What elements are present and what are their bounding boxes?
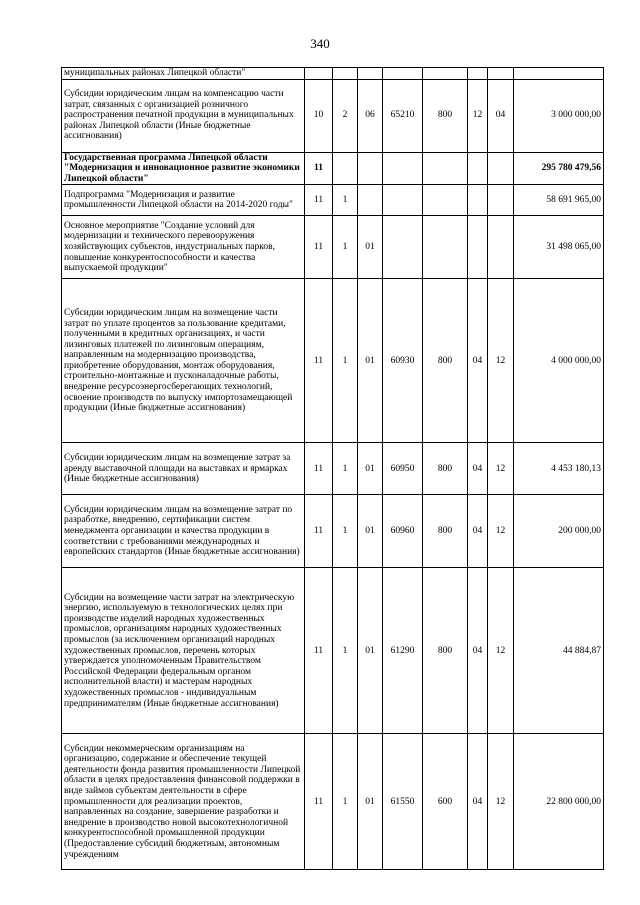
row-description: Субсидии юридическим лицам на возмещение части затрат по уплате процентов за пользование кредитами, полученными в кредитных организациях, и части лизинговых платежей по лизинговым операциям, направленным на модернизацию производства, приобретение оборудования, монтаж оборудования, строительно-монтажные и пусконаладочные работы, внедрение ресурсоэнергосберегающих технологий, освоение производств по выпуску импортозамещающей продукции (Иные бюджетные ассигнования) <box>62 279 305 443</box>
code-chapter: 11 <box>305 443 333 495</box>
table-row <box>62 185 604 216</box>
code-direction: 60930 <box>383 279 423 443</box>
code-section: 04 <box>468 568 488 734</box>
code-chapter: 11 <box>305 734 333 870</box>
code-section: 04 <box>468 734 488 870</box>
code-subsection <box>488 185 514 216</box>
row-description: Субсидии некоммерческим организациям на организацию, содержание и обеспечение текущей деятельности фонда развития промышленности Липецкой области в целях предоставления финансовой поддержки в виде займов субъектам деятельности в сфере промышленности для реализации проектов, направленных на создание, завершение разработки и внедрение в производство новой высокотехнологичной конкурентоспособной промышленной продукции (Предоставление субсидий бюджетным, автономным учреждениям <box>62 734 305 870</box>
row-description: Государственная программа Липецкой области "Модернизация и инновационное развитие экономики Липецкой области" <box>62 152 305 185</box>
code-direction <box>383 185 423 216</box>
code-event: 06 <box>358 79 383 152</box>
row-amount: 3 000 000,00 <box>514 79 604 152</box>
code-subprogram: 1 <box>333 216 358 279</box>
code-chapter: 11 <box>305 495 333 568</box>
code-subprogram: 1 <box>333 495 358 568</box>
row-amount: 31 498 065,00 <box>514 216 604 279</box>
code-event <box>358 68 383 80</box>
code-subprogram: 2 <box>333 79 358 152</box>
table-row <box>62 443 604 495</box>
code-direction: 60960 <box>383 495 423 568</box>
code-chapter: 11 <box>305 216 333 279</box>
code-direction: 61290 <box>383 568 423 734</box>
code-subsection: 12 <box>488 568 514 734</box>
code-chapter: 10 <box>305 79 333 152</box>
code-subprogram: 1 <box>333 734 358 870</box>
code-subprogram: 1 <box>333 568 358 734</box>
row-amount: 295 780 479,56 <box>514 152 604 185</box>
code-subprogram: 1 <box>333 279 358 443</box>
table-row <box>62 734 604 870</box>
code-event: 01 <box>358 443 383 495</box>
code-section <box>468 152 488 185</box>
code-event: 01 <box>358 279 383 443</box>
row-description: Основное мероприятие "Создание условий для модернизации и технического перевооружения хозяйствующих субъектов, индустриальных парков, повышение конкурентоспособности и качества выпускаемой продукции" <box>62 216 305 279</box>
row-amount <box>514 68 604 80</box>
row-amount: 44 884,87 <box>514 568 604 734</box>
code-section: 04 <box>468 495 488 568</box>
code-subsection: 12 <box>488 495 514 568</box>
row-description: Субсидии юридическим лицам на возмещение затрат по разработке, внедрению, сертификации систем менеджмента организации и качества продукции в соответствии с требованиями международных и европейских стандартов (Иные бюджетные ассигнования) <box>62 495 305 568</box>
code-direction: 65210 <box>383 79 423 152</box>
page-number: 340 <box>310 36 330 51</box>
code-subsection: 12 <box>488 279 514 443</box>
row-description: муниципальных районах Липецкой области" <box>62 68 305 80</box>
code-direction <box>383 68 423 80</box>
table-row <box>62 152 604 185</box>
table-row <box>62 68 604 80</box>
code-expense-type <box>423 216 468 279</box>
code-expense-type <box>423 68 468 80</box>
code-expense-type: 800 <box>423 279 468 443</box>
code-event: 01 <box>358 495 383 568</box>
code-chapter: 11 <box>305 568 333 734</box>
row-amount: 22 800 000,00 <box>514 734 604 870</box>
code-section <box>468 216 488 279</box>
code-expense-type: 800 <box>423 495 468 568</box>
row-amount: 58 691 965,00 <box>514 185 604 216</box>
code-chapter: 11 <box>305 152 333 185</box>
table-row <box>62 568 604 734</box>
code-section <box>468 185 488 216</box>
code-section <box>468 68 488 80</box>
row-description: Субсидии на возмещение части затрат на электрическую энергию, используемую в технологических целях при производстве изделий народных художественных промыслов, организациям народных художественных промыслов (за исключением организаций народных художественных промыслов, перечень которых утверждается уполномоченным Правительством Российской Федерации федеральным органом исполнительной власти) и мастерам народных художественных промыслов - индивидуальным предпринимателям (Иные бюджетные ассигнования) <box>62 568 305 734</box>
table-row <box>62 495 604 568</box>
code-expense-type: 800 <box>423 443 468 495</box>
row-description: Субсидии юридическим лицам на возмещение затрат за аренду выставочной площади на выставках и ярмарках (Иные бюджетные ассигнования) <box>62 443 305 495</box>
code-subprogram: 1 <box>333 185 358 216</box>
code-event <box>358 152 383 185</box>
code-expense-type <box>423 152 468 185</box>
code-event: 01 <box>358 568 383 734</box>
code-subprogram <box>333 68 358 80</box>
row-amount: 200 000,00 <box>514 495 604 568</box>
code-direction: 61550 <box>383 734 423 870</box>
code-section: 04 <box>468 279 488 443</box>
code-section: 04 <box>468 443 488 495</box>
code-chapter: 11 <box>305 185 333 216</box>
code-expense-type <box>423 185 468 216</box>
code-subsection <box>488 68 514 80</box>
code-expense-type: 600 <box>423 734 468 870</box>
row-amount: 4 453 180,13 <box>514 443 604 495</box>
code-expense-type: 800 <box>423 568 468 734</box>
code-chapter <box>305 68 333 80</box>
code-expense-type: 800 <box>423 79 468 152</box>
code-event: 01 <box>358 734 383 870</box>
table-row <box>62 279 604 443</box>
code-direction <box>383 216 423 279</box>
code-direction: 60950 <box>383 443 423 495</box>
code-event <box>358 185 383 216</box>
row-amount: 4 000 000,00 <box>514 279 604 443</box>
code-chapter: 11 <box>305 279 333 443</box>
code-event: 01 <box>358 216 383 279</box>
code-subprogram <box>333 152 358 185</box>
code-subsection <box>488 152 514 185</box>
code-direction <box>383 152 423 185</box>
table-row <box>62 79 604 152</box>
code-subprogram: 1 <box>333 443 358 495</box>
code-section: 12 <box>468 79 488 152</box>
code-subsection: 04 <box>488 79 514 152</box>
budget-table <box>61 67 604 870</box>
table-row <box>62 216 604 279</box>
row-description: Подпрограмма "Модернизация и развитие промышленности Липецкой области на 2014-2020 годы" <box>62 185 305 216</box>
row-description: Субсидии юридическим лицам на компенсацию части затрат, связанных с организацией розничного распространения печатной продукции в муниципальных районах Липецкой области (Иные бюджетные ассигнования) <box>62 79 305 152</box>
code-subsection: 12 <box>488 443 514 495</box>
code-subsection: 12 <box>488 734 514 870</box>
code-subsection <box>488 216 514 279</box>
